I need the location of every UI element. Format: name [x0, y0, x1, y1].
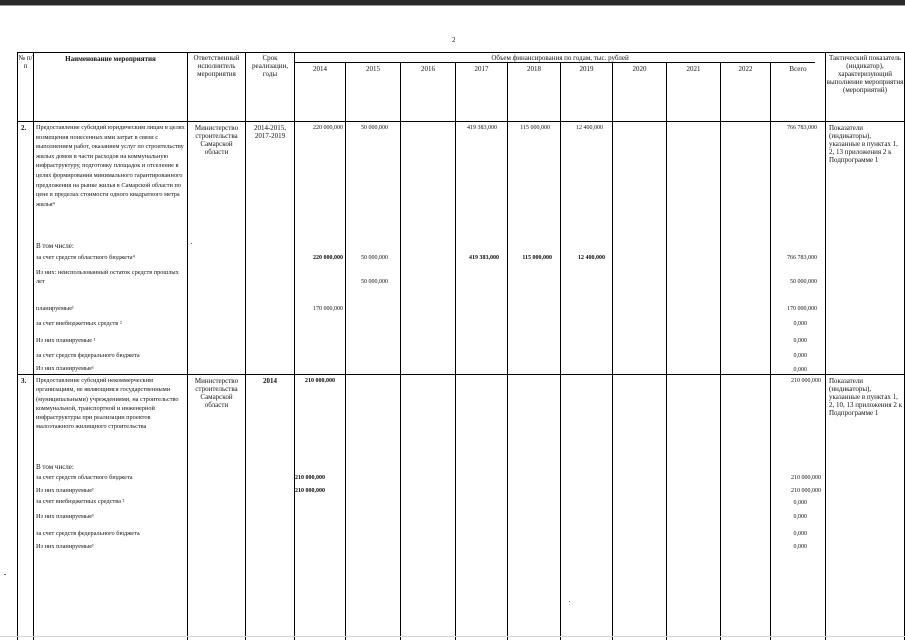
row2-sub-value: 12 400,000 — [578, 255, 605, 261]
row2-value-2018: 115 000,000 — [520, 125, 550, 131]
header-name: Наименование мероприятия — [65, 55, 156, 63]
row2-sub-label: за счет внебюджетных средств ² — [36, 320, 122, 327]
row3-sub-value: 210 000,000 — [295, 475, 325, 481]
col-divider — [507, 62, 508, 640]
scan-top-line — [0, 5, 905, 6]
row2-value-2019: 12 400,000 — [576, 125, 603, 131]
row2-sub-value: 419 383,000 — [469, 255, 499, 261]
row3-sub-total: 0,000 — [793, 500, 807, 506]
scan-bottom-line — [0, 636, 905, 637]
year-2017: 2017 — [474, 65, 489, 73]
row2-term: 2014-2015, 2017-2019 — [253, 124, 287, 140]
scan-speck — [191, 243, 192, 244]
scan-speck — [4, 574, 6, 575]
col-divider — [245, 52, 246, 640]
year-header-line — [294, 62, 815, 63]
row2-value-2017: 419 383,000 — [467, 125, 497, 131]
row2-value-2015: 50 000,000 — [361, 125, 388, 131]
row2-sub-total: 50 000,000 — [790, 279, 817, 285]
row2-sub-total: 0,000 — [793, 367, 807, 373]
row2-sub-value: 50 000,000 — [361, 255, 388, 261]
row3-sub-total: 0,000 — [793, 531, 807, 537]
row3-sub-total: 0,000 — [793, 514, 807, 520]
row2-sub-total: 170 000,000 — [787, 306, 817, 312]
year-2022: 2022 — [738, 65, 753, 73]
row3-sub-label: за счет внебюджетных средства ² — [36, 498, 125, 505]
row2-sub-value: 170 000,000 — [313, 306, 343, 312]
row3-sub-value: 210 000,000 — [295, 488, 325, 494]
col-divider — [612, 62, 613, 640]
header-term: Срок реализации, годы — [252, 54, 288, 78]
row2-value-total: 766 783,000 — [787, 125, 817, 131]
row3-sub-label: за счет средств областного бюджета — [36, 474, 133, 481]
row3-sub-label: Из них планируемые¹ — [36, 543, 94, 550]
row2-sub-value: 220 000,000 — [313, 255, 343, 261]
row3-value-total: 210 000,000 — [791, 378, 821, 384]
scan-speck — [569, 601, 570, 602]
row2-sub-total: 0,000 — [793, 321, 807, 327]
year-total: Всего — [789, 65, 807, 73]
row3-name: Предоставление субсидий некоммерческим организациям, не являющимся государственными (муниципальными) учреждениями, на строительство коммунальной, транспортной и инженерной инфраструктуры при реализации проектов малоэтажного жилищного строительства — [36, 377, 179, 431]
row3-sub-total: 0,000 — [793, 544, 807, 550]
row2-sub-label: Из них: неиспользованный остаток средств прошлых лет — [36, 269, 179, 285]
year-2018: 2018 — [527, 65, 541, 73]
row3-sub-total: 210 000,000 — [791, 488, 821, 494]
row2-including: В том числе: — [36, 242, 74, 250]
row2-num: 2. — [21, 124, 27, 132]
row2-sub-label: Из них планируемые ¹ — [36, 337, 96, 344]
page-number: 2 — [452, 36, 456, 44]
header-executor: Ответственный исполнитель мероприятия — [193, 54, 240, 78]
row3-sub-total: 210 000,000 — [791, 475, 821, 481]
row3-sub-label: за счет средств федерального бюджета — [36, 530, 140, 537]
row3-num: 3. — [21, 377, 27, 385]
row3-sub-label: Из них планируемые¹ — [36, 487, 94, 494]
row3-indicator: Показатели (индикаторы), указанные в пунктах 1, 2, 10, 13 приложения 2 к Подпрограмме 1 — [829, 377, 903, 417]
year-2014: 2014 — [313, 65, 327, 73]
row2-sub-total: 0,000 — [793, 353, 807, 359]
year-2020: 2020 — [632, 65, 647, 73]
col-divider — [400, 62, 401, 640]
header-indicator: Тактический показатель (индикатор), характеризующий выполнение мероприятия (мероприятий) — [826, 54, 904, 94]
header-num: № п/п — [18, 54, 33, 70]
col-divider — [345, 62, 346, 640]
col-divider — [720, 62, 721, 640]
table-left-border — [17, 52, 18, 640]
row3-sub-label: Из них планируемые¹ — [36, 513, 94, 520]
row2-sub-value: 115 000,000 — [522, 255, 552, 261]
year-2016: 2016 — [421, 65, 435, 73]
row2-name: Предоставление субсидий юридическим лицам в целях возмещения понесенных ими затрат в связи с выполнением работ, оказанием услуг по строительству жилых домов в части расходов на коммунальную инфраструктуру, подготовку площадок и отселение в целях формирования минимального гарантированного предложения на рынке жилья в Самарской области по цене в пределах стоимости одного квадратного метра жилья⁴ — [36, 124, 185, 208]
col-divider — [666, 62, 667, 640]
row2-sub-label: за счет средств федерального бюджета — [36, 352, 140, 359]
row2-sub-label: Из них планируемые¹ — [36, 365, 94, 372]
row3-term: 2014 — [263, 377, 277, 385]
col-divider — [770, 62, 771, 640]
row2-value-2014: 220 000,000 — [313, 125, 343, 131]
row2-sub-total: 0,000 — [793, 338, 807, 344]
col-divider — [560, 62, 561, 640]
row2-sub-label: планируемые¹ — [36, 305, 74, 312]
header-finance: Объем финансирования по годам, тыс. рублей — [491, 54, 629, 62]
col-divider — [33, 52, 34, 640]
year-2021: 2021 — [686, 65, 701, 73]
row2-executor: Министерство строительства Самарской области — [194, 124, 239, 156]
col-divider — [294, 52, 295, 640]
row2-sub-label: за счет средств областного бюджета⁴ — [36, 254, 135, 261]
row2-sub-total: 766 783,000 — [787, 255, 817, 261]
col-divider — [455, 62, 456, 640]
col-divider — [825, 52, 826, 640]
year-2019: 2019 — [579, 65, 594, 73]
year-2015: 2015 — [366, 65, 380, 73]
row2-sub-value: 50 000,000 — [361, 279, 388, 285]
row3-including: В том числе: — [36, 463, 74, 471]
row3-executor: Министерство строительства Самарской области — [194, 377, 239, 409]
table-top-border — [17, 52, 904, 53]
row2-indicator: Показатели (индикаторы), указанные в пунктах 1, 2, 13 приложения 2 к Подпрограмме 1 — [829, 124, 898, 164]
row3-value-2014: 210 000,000 — [305, 378, 335, 384]
